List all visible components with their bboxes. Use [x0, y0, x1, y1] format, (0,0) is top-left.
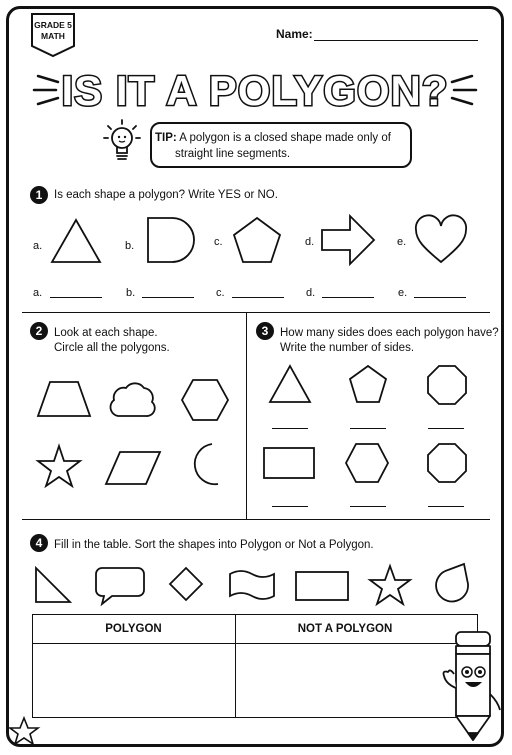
corner-star-icon	[8, 716, 40, 748]
parallelogram-icon[interactable]	[104, 450, 162, 486]
octagon-icon	[426, 364, 468, 406]
answer-line-e[interactable]	[414, 297, 466, 298]
trapezoid-icon[interactable]	[36, 380, 92, 418]
shape-label-e: e.	[397, 236, 407, 248]
polygon-column-cell[interactable]	[34, 645, 234, 716]
speech-bubble-icon	[94, 566, 146, 606]
sides-answer-line[interactable]	[428, 506, 464, 507]
section-2-instruction: Look at each shape. Circle all the polygons.	[54, 327, 170, 354]
title-banner	[30, 58, 480, 120]
page-title: IS IT A POLYGON?	[61, 67, 449, 114]
rectangle-icon	[262, 446, 316, 480]
section-4-instruction: Fill in the table. Sort the shapes into Polygon or Not a Polygon.	[54, 539, 374, 551]
section-1-number: 1	[30, 186, 48, 204]
section-3-instruction: How many sides does each polygon have? Write the number of sides.	[280, 327, 499, 354]
answer-line-d[interactable]	[322, 297, 374, 298]
sides-answer-line[interactable]	[428, 428, 464, 429]
pencil-mascot-icon	[440, 628, 506, 744]
drop-icon	[434, 562, 474, 606]
rectangle-icon	[294, 570, 350, 602]
shape-label-a: a.	[33, 240, 43, 252]
grade-badge: GRADE 5 MATH	[34, 20, 72, 41]
triangle-icon	[50, 218, 102, 264]
answer-line-b[interactable]	[142, 297, 194, 298]
divider-1	[22, 312, 490, 313]
section-3-number: 3	[256, 322, 274, 340]
star-icon	[368, 564, 412, 606]
wavy-flag-icon	[228, 568, 276, 602]
section-2-number: 2	[30, 322, 48, 340]
pentagon-icon	[348, 364, 388, 404]
pentagon-icon	[232, 216, 282, 264]
arrow-icon	[320, 214, 376, 266]
answer-line-c[interactable]	[232, 297, 284, 298]
star-icon[interactable]	[36, 444, 82, 488]
section-4-number: 4	[30, 534, 48, 552]
sides-answer-line[interactable]	[350, 428, 386, 429]
sides-answer-line[interactable]	[272, 428, 308, 429]
diamond-icon	[168, 566, 204, 602]
triangle-icon	[268, 364, 312, 404]
sides-answer-line[interactable]	[272, 506, 308, 507]
sides-answer-line[interactable]	[350, 506, 386, 507]
answer-label-e: e.	[398, 287, 408, 299]
name-field[interactable]	[314, 40, 478, 41]
divider-2	[22, 519, 490, 520]
crescent-icon[interactable]	[188, 442, 222, 488]
answer-label-c: c.	[216, 287, 225, 299]
octagon-icon	[426, 442, 468, 484]
shape-label-b: b.	[125, 240, 135, 252]
answer-line-a[interactable]	[50, 297, 102, 298]
d-shape-icon	[146, 216, 196, 264]
answer-label-a: a.	[33, 287, 43, 299]
name-label: Name:	[276, 27, 313, 41]
cloud-icon[interactable]	[106, 378, 158, 422]
table-header-polygon: POLYGON	[105, 623, 162, 635]
right-triangle-icon	[34, 566, 72, 604]
shape-label-d: d.	[305, 236, 315, 248]
shape-label-c: c.	[214, 236, 223, 248]
not-polygon-column-cell[interactable]	[237, 645, 437, 716]
answer-label-b: b.	[126, 287, 136, 299]
heart-icon	[414, 216, 468, 264]
hexagon-icon	[344, 442, 390, 484]
table-header-not-polygon: NOT A POLYGON	[297, 623, 393, 635]
hexagon-icon[interactable]	[180, 378, 230, 422]
divider-vertical	[246, 313, 247, 519]
lightbulb-icon	[100, 114, 144, 170]
tip-text: TIP: A polygon is a closed shape made only of straight line segments.	[155, 132, 391, 160]
section-1-instruction: Is each shape a polygon? Write YES or NO.	[54, 189, 278, 201]
answer-label-d: d.	[306, 287, 316, 299]
